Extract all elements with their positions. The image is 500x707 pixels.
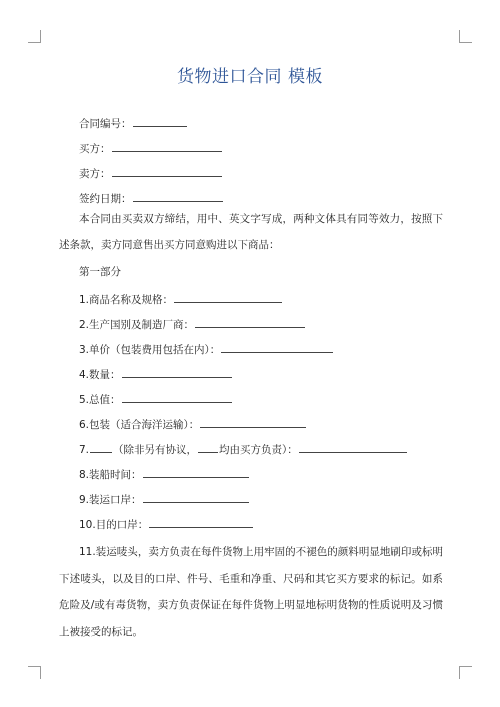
item-5 bbox=[79, 392, 232, 407]
field-label: 签约日期： bbox=[79, 193, 132, 205]
item-label: 4.数量： bbox=[79, 369, 121, 381]
item-1 bbox=[79, 292, 282, 307]
item-label: 1.商品名称及规格： bbox=[79, 294, 174, 306]
fill-blank[interactable] bbox=[143, 492, 249, 503]
field-sign-date bbox=[79, 191, 223, 206]
field-label: 卖方： bbox=[79, 168, 111, 180]
item-10 bbox=[79, 517, 253, 532]
item-label: 3.单价（包装费用包括在内）： bbox=[79, 344, 221, 356]
fill-blank[interactable] bbox=[143, 467, 249, 478]
item-label: 8.装船时间： bbox=[79, 469, 142, 481]
item-6 bbox=[79, 417, 306, 432]
fill-blank[interactable] bbox=[149, 517, 253, 528]
part-label: 第一部分 bbox=[79, 266, 121, 278]
item-9 bbox=[79, 492, 249, 507]
item-label: 7. bbox=[79, 444, 90, 456]
document-title: 货物进口合同 模板 bbox=[177, 67, 323, 87]
item-label: 10.目的口岸： bbox=[79, 519, 149, 531]
item-4 bbox=[79, 367, 232, 382]
page-corner-mark-bottom-right bbox=[459, 666, 472, 679]
fill-blank[interactable] bbox=[198, 442, 218, 453]
fill-blank[interactable] bbox=[122, 392, 232, 403]
field-buyer bbox=[79, 141, 222, 156]
field-contract-no bbox=[79, 116, 187, 131]
intro-paragraph: 本合同由买卖双方缔结，用中、英文字写成，两种文体具有同等效力，按照下述条款，卖方同意售出买方同意购进以下商品： bbox=[59, 213, 443, 251]
fill-blank[interactable] bbox=[221, 342, 333, 353]
item-2 bbox=[79, 317, 305, 332]
clause-11-paragraph: 11.装运唛头，卖方负责在每件货物上用牢固的不褪色的颜料明显地刷印或标明下述唛头，以及目的口岸、件号、毛重和净重、尺码和其它买方要求的标记。如系危险及/或有毒货物，卖方负责保证在每件货物上明显地标明货物的性质说明及习惯上被接受的标记。 bbox=[59, 546, 443, 638]
item-label: 6.包装（适合海洋运输）： bbox=[79, 419, 200, 431]
fill-blank[interactable] bbox=[200, 417, 306, 428]
fill-blank[interactable] bbox=[133, 191, 223, 202]
item-label: 9.装运口岸： bbox=[79, 494, 142, 506]
field-label: 合同编号： bbox=[79, 118, 132, 130]
item-label: （除非另有协议， bbox=[113, 444, 198, 456]
fill-blank[interactable] bbox=[195, 317, 305, 328]
fill-blank[interactable] bbox=[112, 141, 222, 152]
page-corner-mark-bottom-left bbox=[28, 666, 41, 679]
item-8 bbox=[79, 467, 249, 482]
item-label: 均由买方负责）： bbox=[219, 444, 298, 456]
fill-blank[interactable] bbox=[133, 116, 187, 127]
item-3 bbox=[79, 342, 333, 357]
page-corner-mark-top-left bbox=[28, 30, 41, 43]
page-corner-mark-top-right bbox=[459, 30, 472, 43]
fill-blank[interactable] bbox=[174, 292, 282, 303]
item-label: 5.总值： bbox=[79, 394, 121, 406]
item-7 bbox=[79, 442, 407, 457]
fill-blank[interactable] bbox=[299, 442, 407, 453]
field-seller bbox=[79, 166, 222, 181]
fill-blank[interactable] bbox=[122, 367, 232, 378]
fill-blank[interactable] bbox=[90, 442, 112, 453]
fill-blank[interactable] bbox=[112, 166, 222, 177]
item-label: 2.生产国别及制造厂商： bbox=[79, 319, 195, 331]
field-label: 买方： bbox=[79, 143, 111, 155]
